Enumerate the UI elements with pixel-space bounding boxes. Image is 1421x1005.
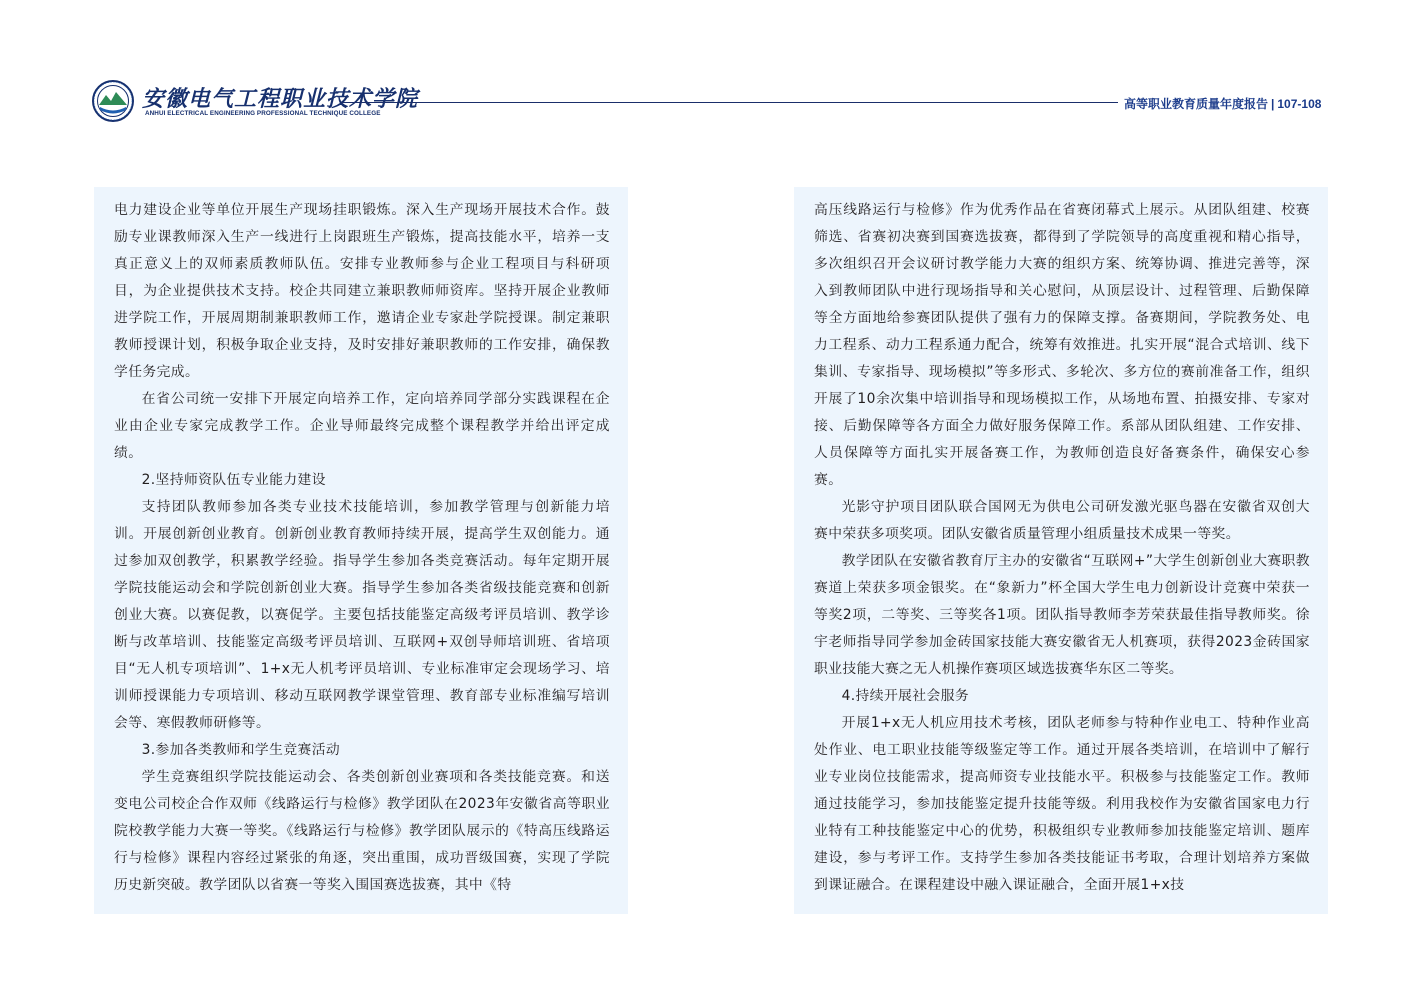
paragraph: 光影守护项目团队联合国网无为供电公司研发激光驱鸟器在安徽省双创大赛中荣获多项奖项。团队安徽省质量管理小组质量技术成果一等奖。 [814, 499, 1310, 542]
page-numbers: 107-108 [1277, 97, 1322, 111]
section-heading: 2.坚持师资队伍专业能力建设 [141, 472, 326, 488]
college-emblem-icon [92, 80, 134, 122]
right-column-text [814, 197, 1310, 899]
paragraph: 高压线路运行与检修》作为优秀作品在省赛闭幕式上展示。从团队组建、校赛筛选、省赛初决赛到国赛选拔赛，都得到了学院领导的高度重视和精心指导，多次组织召开会议研讨教学能力大赛的组织方案、统筹协调、推进完善等，深入到教师团队中进行现场指导和关心慰问，从顶层设计、过程管理、后勤保障等全方面地给参赛团队提供了强有力的保障支撑。备赛期间，学院教务处、电力工程系、动力工程系通力配合，统筹有效推进。扎实开展“混合式培训、线下集训、专家指导、现场模拟”等多形式、多轮次、多方位的赛前准备工作，组织开展了10余次集中培训指导和现场模拟工作，从场地布置、拍摄安排、专家对接、后勤保障等各方面全力做好服务保障工作。系部从团队组建、工作安排、人员保障等方面扎实开展备赛工作，为教师创造良好备赛条件，确保安心参赛。 [814, 202, 1310, 488]
report-title: 高等职业教育质量年度报告 [1124, 97, 1269, 111]
section-heading: 4.持续开展社会服务 [841, 688, 970, 704]
paragraph: 在省公司统一安排下开展定向培养工作，定向培养同学部分实践课程在企业由企业专家完成教学工作。企业导师最终完成整个课程教学并给出评定成绩。 [114, 391, 610, 461]
left-column [94, 187, 628, 914]
paragraph: 学生竞赛组织学院技能运动会、各类创新创业赛项和各类技能竞赛。和送变电公司校企合作双师《线路运行与检修》教学团队在2023年安徽省高等职业院校教学能力大赛一等奖。《线路运行与检修》教学团队展示的《特高压线路运行与检修》课程内容经过紧张的角逐，突出重围，成功晋级国赛，实现了学院历史新突破。教学团队以省赛一等奖入围国赛选拔赛，其中《特 [114, 769, 610, 893]
right-column [794, 187, 1328, 914]
school-name-cn: 安徽电气工程职业技术学院 [142, 86, 419, 112]
left-column-text [114, 197, 610, 899]
paragraph: 开展1+x无人机应用技术考核，团队老师参与特种作业电工、特种作业高处作业、电工职业技能等级鉴定等工作。通过开展各类培训，在培训中了解行业专业岗位技能需求，提高师资专业技能水平。积极参与技能鉴定工作。教师通过技能学习，参加技能鉴定提升技能等级。利用我校作为安徽省国家电力行业特有工种技能鉴定中心的优势，积极组织专业教师参加技能鉴定培训、题库建设，参与考评工作。支持学生参加各类技能证书考取，合理计划培养方案做到课证融合。在课程建设中融入课证融合，全面开展1+x技 [814, 715, 1310, 893]
title-separator: | [1271, 97, 1275, 111]
school-name-en: ANHUI ELECTRICAL ENGINEERING PROFESSIONAL TECHNIQUE COLLEGE [145, 110, 381, 117]
report-title-block [1124, 95, 1321, 112]
page-header [0, 0, 1421, 140]
section-heading: 3.参加各类教师和学生竞赛活动 [141, 742, 341, 758]
paragraph: 电力建设企业等单位开展生产现场挂职锻炼。深入生产现场开展技术合作。鼓励专业课教师深入生产一线进行上岗跟班生产锻炼，提高技能水平，培养一支真正意义上的双师素质教师队伍。安排专业教师参与企业工程项目与科研项目，为企业提供技术支持。校企共同建立兼职教师师资库。坚持开展企业教师进学院工作，开展周期制兼职教师工作，邀请企业专家赴学院授课。制定兼职教师授课计划，积极争取企业支持，及时安排好兼职教师的工作安排，确保教学任务完成。 [114, 202, 610, 380]
paragraph: 支持团队教师参加各类专业技术技能培训，参加教学管理与创新能力培训。开展创新创业教育。创新创业教育教师持续开展，提高学生双创能力。通过参加双创教学，积累教学经验。指导学生参加各类竞赛活动。每年定期开展学院技能运动会和学院创新创业大赛。指导学生参加各类省级技能竞赛和创新创业大赛。以赛促教，以赛促学。主要包括技能鉴定高级考评员培训、教学诊断与改革培训、技能鉴定高级考评员培训、互联网+双创导师培训班、省培项目“无人机专项培训”、1+x无人机考评员培训、专业标准审定会现场学习、培训师授课能力专项培训、移动互联网教学课堂管理、教育部专业标准编写培训会等、寒假教师研修等。 [114, 499, 610, 731]
paragraph: 教学团队在安徽省教育厅主办的安徽省“互联网+”大学生创新创业大赛职教赛道上荣获多项金银奖。在“象新力”杯全国大学生电力创新设计竞赛中荣获一等奖2项，二等奖、三等奖各1项。团队指导教师李芳荣获最佳指导教师奖。徐宇老师指导同学参加金砖国家技能大赛安徽省无人机赛项，获得2023金砖国家职业技能大赛之无人机操作赛项区域选拔赛华东区二等奖。 [814, 553, 1310, 677]
header-divider [340, 102, 1118, 103]
